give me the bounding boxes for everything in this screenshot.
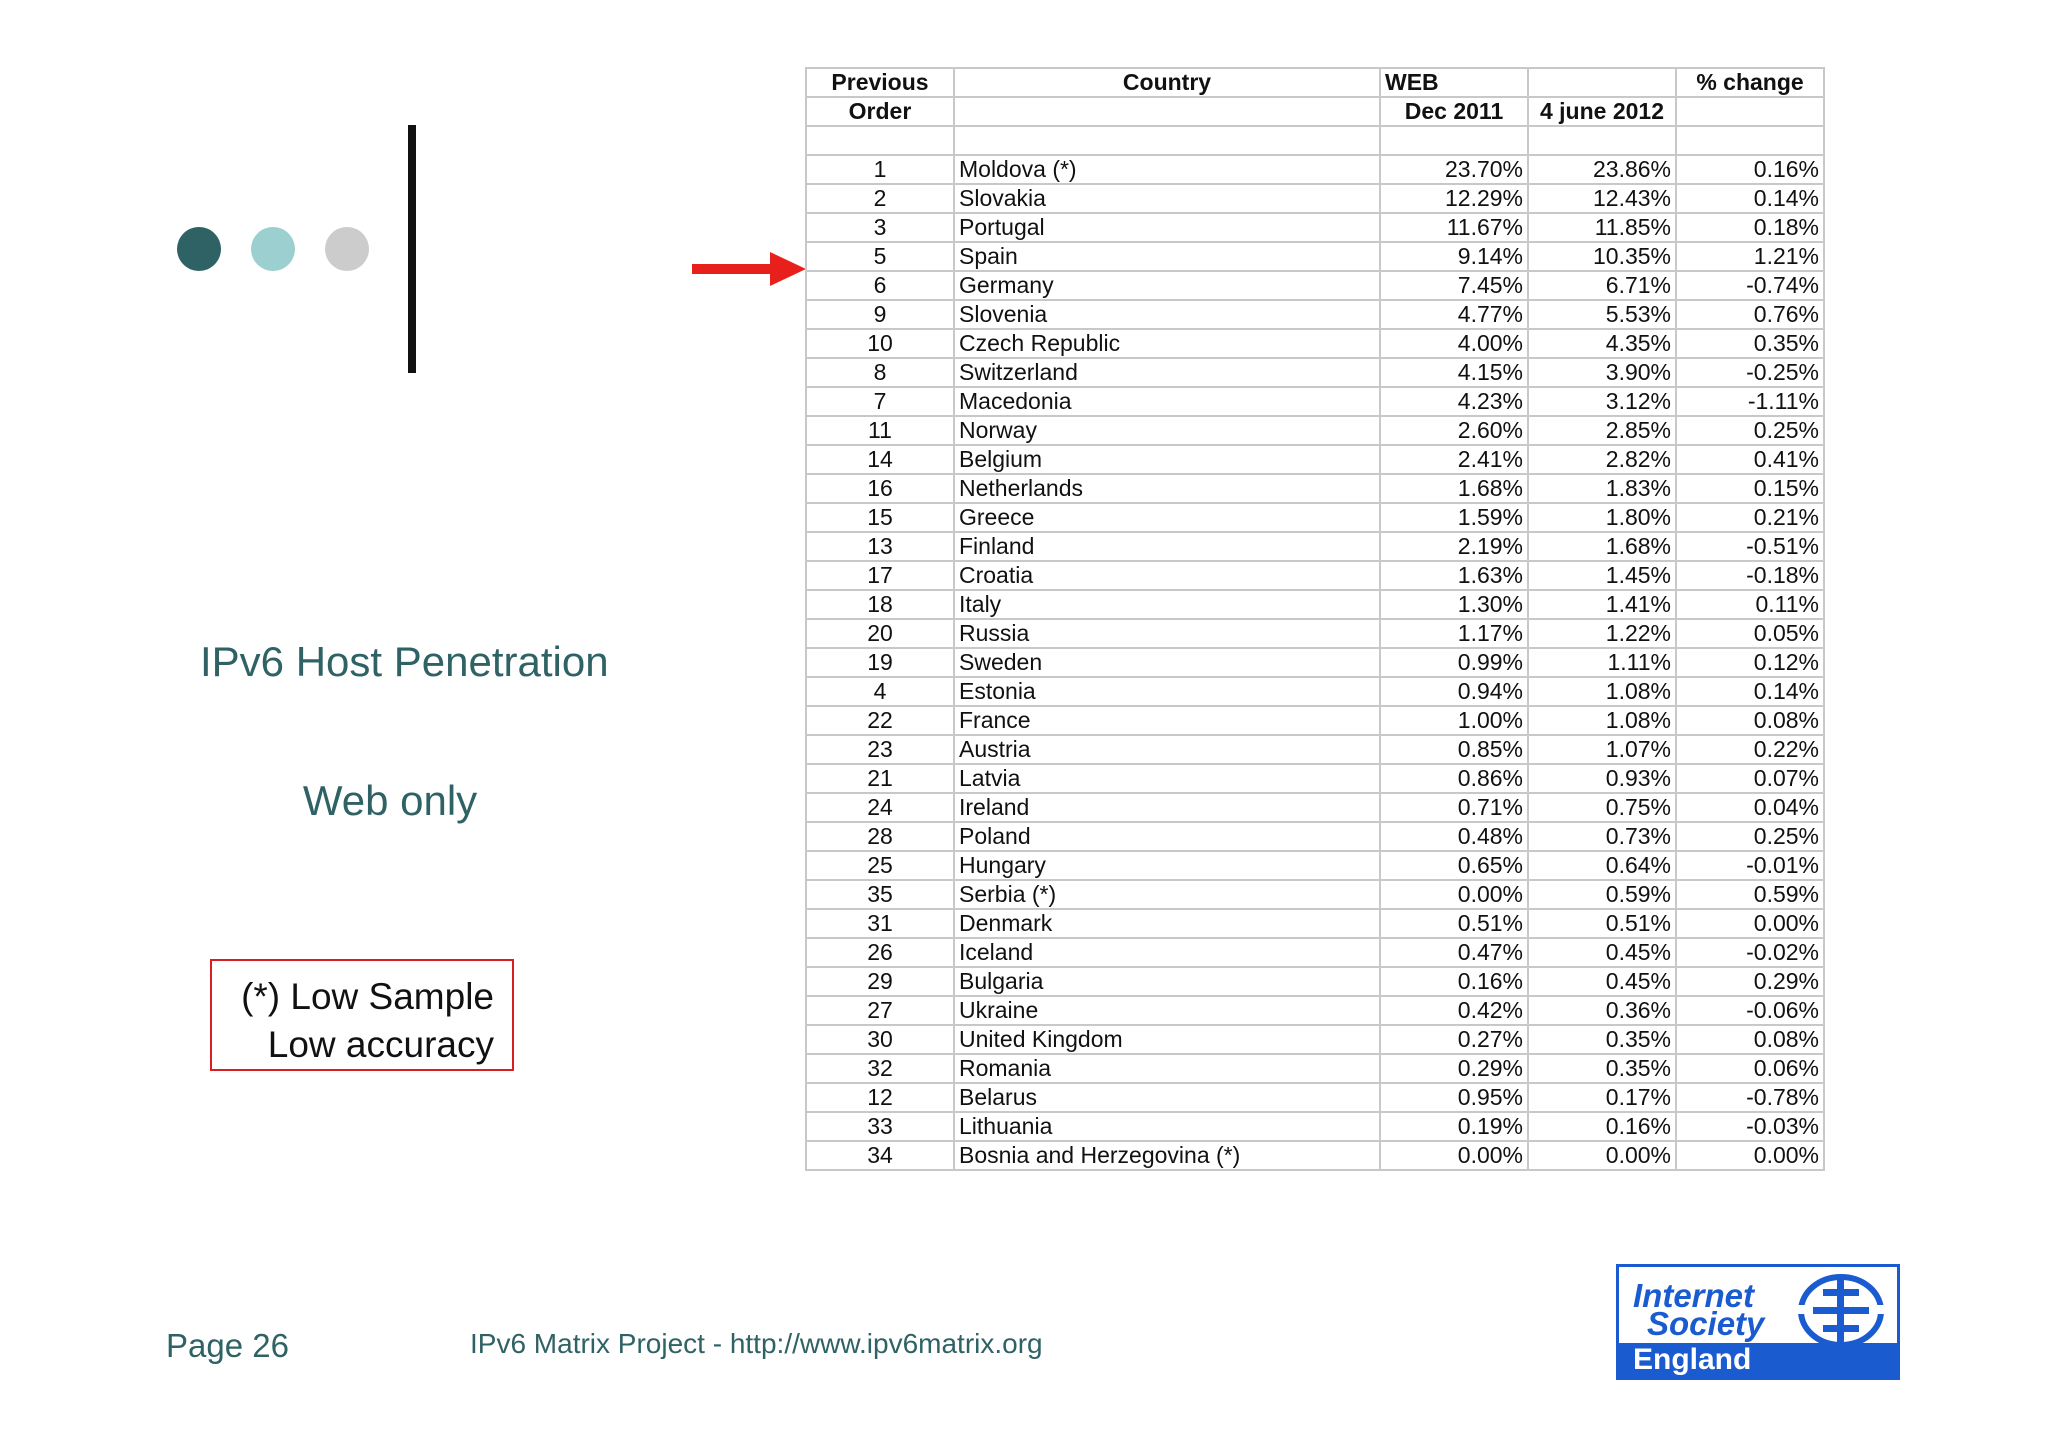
percent-change-cell: 0.14% <box>1676 184 1824 213</box>
web-jun-2012-cell: 0.64% <box>1528 851 1676 880</box>
web-jun-2012-cell: 0.16% <box>1528 1112 1676 1141</box>
internet-society-england-logo <box>1616 1264 1900 1380</box>
table-row <box>806 300 1824 329</box>
country-cell: Greece <box>954 503 1380 532</box>
web-jun-2012-cell: 0.75% <box>1528 793 1676 822</box>
web-dec-2011-cell: 0.00% <box>1380 1141 1528 1170</box>
country-cell: Latvia <box>954 764 1380 793</box>
web-dec-2011-cell: 0.86% <box>1380 764 1528 793</box>
previous-order-cell: 32 <box>806 1054 954 1083</box>
web-dec-2011-cell: 0.85% <box>1380 735 1528 764</box>
country-cell: Bosnia and Herzegovina (*) <box>954 1141 1380 1170</box>
previous-order-cell: 22 <box>806 706 954 735</box>
header-cell: 4 june 2012 <box>1528 97 1676 126</box>
percent-change-cell: 0.15% <box>1676 474 1824 503</box>
web-jun-2012-cell: 1.11% <box>1528 648 1676 677</box>
percent-change-cell: 0.07% <box>1676 764 1824 793</box>
country-cell: Romania <box>954 1054 1380 1083</box>
previous-order-cell: 11 <box>806 416 954 445</box>
previous-order-cell: 9 <box>806 300 954 329</box>
table-row <box>806 590 1824 619</box>
country-cell: Moldova (*) <box>954 155 1380 184</box>
web-dec-2011-cell: 2.41% <box>1380 445 1528 474</box>
table-row <box>806 387 1824 416</box>
web-jun-2012-cell: 1.41% <box>1528 590 1676 619</box>
web-jun-2012-cell: 3.90% <box>1528 358 1676 387</box>
country-cell: Switzerland <box>954 358 1380 387</box>
previous-order-cell: 1 <box>806 155 954 184</box>
web-dec-2011-cell: 0.95% <box>1380 1083 1528 1112</box>
web-dec-2011-cell: 0.71% <box>1380 793 1528 822</box>
note-line-2: Low accuracy <box>267 1024 494 1065</box>
percent-change-cell: 0.00% <box>1676 909 1824 938</box>
country-cell: Austria <box>954 735 1380 764</box>
web-jun-2012-cell: 0.00% <box>1528 1141 1676 1170</box>
percent-change-cell: 0.12% <box>1676 648 1824 677</box>
percent-change-cell: -0.74% <box>1676 271 1824 300</box>
percent-change-cell: 0.35% <box>1676 329 1824 358</box>
web-dec-2011-cell: 0.47% <box>1380 938 1528 967</box>
web-jun-2012-cell: 0.45% <box>1528 967 1676 996</box>
header-cell: Dec 2011 <box>1380 97 1528 126</box>
previous-order-cell: 12 <box>806 1083 954 1112</box>
web-jun-2012-cell: 23.86% <box>1528 155 1676 184</box>
country-cell: Netherlands <box>954 474 1380 503</box>
previous-order-cell: 20 <box>806 619 954 648</box>
vertical-divider <box>408 125 416 373</box>
percent-change-cell: -0.18% <box>1676 561 1824 590</box>
percent-change-cell: -0.03% <box>1676 1112 1824 1141</box>
web-jun-2012-cell: 1.08% <box>1528 677 1676 706</box>
web-jun-2012-cell: 1.80% <box>1528 503 1676 532</box>
country-cell: Denmark <box>954 909 1380 938</box>
previous-order-cell: 10 <box>806 329 954 358</box>
percent-change-cell: 0.04% <box>1676 793 1824 822</box>
percent-change-cell: -0.06% <box>1676 996 1824 1025</box>
country-cell: United Kingdom <box>954 1025 1380 1054</box>
previous-order-cell: 26 <box>806 938 954 967</box>
country-cell: Slovenia <box>954 300 1380 329</box>
table-row <box>806 503 1824 532</box>
web-jun-2012-cell: 2.82% <box>1528 445 1676 474</box>
percent-change-cell: 0.05% <box>1676 619 1824 648</box>
country-cell: Poland <box>954 822 1380 851</box>
web-jun-2012-cell: 1.22% <box>1528 619 1676 648</box>
web-jun-2012-cell: 0.93% <box>1528 764 1676 793</box>
country-cell: Iceland <box>954 938 1380 967</box>
header-cell <box>954 97 1380 126</box>
web-dec-2011-cell: 0.51% <box>1380 909 1528 938</box>
table-row <box>806 329 1824 358</box>
web-dec-2011-cell: 11.67% <box>1380 213 1528 242</box>
table-row <box>806 967 1824 996</box>
header-cell: Previous <box>806 68 954 97</box>
project-footer: IPv6 Matrix Project - http://www.ipv6matrix.org <box>470 1328 1043 1359</box>
ipv6-penetration-table <box>805 67 1825 1171</box>
table-row <box>806 474 1824 503</box>
previous-order-cell: 6 <box>806 271 954 300</box>
percent-change-cell: -0.51% <box>1676 532 1824 561</box>
percent-change-cell: -0.01% <box>1676 851 1824 880</box>
percent-change-cell: 0.00% <box>1676 1141 1824 1170</box>
percent-change-cell: 0.18% <box>1676 213 1824 242</box>
web-dec-2011-cell: 4.77% <box>1380 300 1528 329</box>
logo-line-2: Society <box>1647 1305 1765 1342</box>
header-cell <box>1528 68 1676 97</box>
previous-order-cell: 15 <box>806 503 954 532</box>
note-line-1: (*) Low Sample <box>241 976 494 1017</box>
web-jun-2012-cell: 0.45% <box>1528 938 1676 967</box>
header-cell <box>1676 97 1824 126</box>
previous-order-cell: 5 <box>806 242 954 271</box>
web-jun-2012-cell: 0.35% <box>1528 1054 1676 1083</box>
spacer-cell <box>1528 126 1676 155</box>
percent-change-cell: 0.59% <box>1676 880 1824 909</box>
web-dec-2011-cell: 0.16% <box>1380 967 1528 996</box>
header-row-2 <box>806 97 1824 126</box>
logo-line-1: Internet <box>1633 1277 1755 1314</box>
previous-order-cell: 7 <box>806 387 954 416</box>
table-row <box>806 271 1824 300</box>
web-dec-2011-cell: 0.00% <box>1380 880 1528 909</box>
previous-order-cell: 34 <box>806 1141 954 1170</box>
web-jun-2012-cell: 0.51% <box>1528 909 1676 938</box>
web-dec-2011-cell: 23.70% <box>1380 155 1528 184</box>
header-cell: Order <box>806 97 954 126</box>
web-jun-2012-cell: 0.36% <box>1528 996 1676 1025</box>
previous-order-cell: 30 <box>806 1025 954 1054</box>
percent-change-cell: 0.16% <box>1676 155 1824 184</box>
percent-change-cell: 0.11% <box>1676 590 1824 619</box>
spacer-row <box>806 126 1824 155</box>
country-cell: Macedonia <box>954 387 1380 416</box>
previous-order-cell: 25 <box>806 851 954 880</box>
table-row <box>806 1083 1824 1112</box>
percent-change-cell: 0.25% <box>1676 822 1824 851</box>
country-cell: Croatia <box>954 561 1380 590</box>
percent-change-cell: 0.08% <box>1676 706 1824 735</box>
country-cell: Italy <box>954 590 1380 619</box>
header-row-1 <box>806 68 1824 97</box>
previous-order-cell: 16 <box>806 474 954 503</box>
country-cell: Ireland <box>954 793 1380 822</box>
country-cell: Lithuania <box>954 1112 1380 1141</box>
country-cell: Norway <box>954 416 1380 445</box>
spacer-cell <box>1676 126 1824 155</box>
web-dec-2011-cell: 1.63% <box>1380 561 1528 590</box>
country-cell: Sweden <box>954 648 1380 677</box>
web-jun-2012-cell: 10.35% <box>1528 242 1676 271</box>
previous-order-cell: 28 <box>806 822 954 851</box>
web-dec-2011-cell: 0.19% <box>1380 1112 1528 1141</box>
percent-change-cell: 0.29% <box>1676 967 1824 996</box>
web-dec-2011-cell: 0.42% <box>1380 996 1528 1025</box>
web-dec-2011-cell: 2.60% <box>1380 416 1528 445</box>
header-cell: % change <box>1676 68 1824 97</box>
web-dec-2011-cell: 1.30% <box>1380 590 1528 619</box>
table-row <box>806 793 1824 822</box>
percent-change-cell: 0.08% <box>1676 1025 1824 1054</box>
table-row <box>806 764 1824 793</box>
web-dec-2011-cell: 1.00% <box>1380 706 1528 735</box>
table-row <box>806 1054 1824 1083</box>
web-jun-2012-cell: 2.85% <box>1528 416 1676 445</box>
web-dec-2011-cell: 1.17% <box>1380 619 1528 648</box>
spacer-cell <box>954 126 1380 155</box>
previous-order-cell: 21 <box>806 764 954 793</box>
web-dec-2011-cell: 0.65% <box>1380 851 1528 880</box>
header-cell: WEB <box>1380 68 1528 97</box>
table-row <box>806 996 1824 1025</box>
red-arrow-icon <box>692 252 806 286</box>
table-row <box>806 938 1824 967</box>
table-row <box>806 706 1824 735</box>
page-number: Page 26 <box>166 1327 289 1364</box>
table-row <box>806 735 1824 764</box>
previous-order-cell: 13 <box>806 532 954 561</box>
previous-order-cell: 3 <box>806 213 954 242</box>
previous-order-cell: 35 <box>806 880 954 909</box>
web-jun-2012-cell: 0.17% <box>1528 1083 1676 1112</box>
table-row <box>806 1141 1824 1170</box>
percent-change-cell: -1.11% <box>1676 387 1824 416</box>
table-row <box>806 1025 1824 1054</box>
header-cell: Country <box>954 68 1380 97</box>
table-row <box>806 909 1824 938</box>
web-dec-2011-cell: 0.94% <box>1380 677 1528 706</box>
country-cell: Belgium <box>954 445 1380 474</box>
web-dec-2011-cell: 1.59% <box>1380 503 1528 532</box>
country-cell: France <box>954 706 1380 735</box>
country-cell: Slovakia <box>954 184 1380 213</box>
country-cell: Russia <box>954 619 1380 648</box>
previous-order-cell: 17 <box>806 561 954 590</box>
web-dec-2011-cell: 0.99% <box>1380 648 1528 677</box>
percent-change-cell: 0.22% <box>1676 735 1824 764</box>
table-row <box>806 1112 1824 1141</box>
web-dec-2011-cell: 7.45% <box>1380 271 1528 300</box>
web-jun-2012-cell: 12.43% <box>1528 184 1676 213</box>
spacer-cell <box>1380 126 1528 155</box>
web-jun-2012-cell: 1.68% <box>1528 532 1676 561</box>
percent-change-cell: -0.02% <box>1676 938 1824 967</box>
previous-order-cell: 33 <box>806 1112 954 1141</box>
previous-order-cell: 31 <box>806 909 954 938</box>
logo-line-3: England <box>1633 1343 1752 1376</box>
percent-change-cell: 0.21% <box>1676 503 1824 532</box>
country-cell: Germany <box>954 271 1380 300</box>
web-dec-2011-cell: 12.29% <box>1380 184 1528 213</box>
previous-order-cell: 14 <box>806 445 954 474</box>
bullet-dot-dark <box>177 227 221 271</box>
table-row <box>806 532 1824 561</box>
previous-order-cell: 4 <box>806 677 954 706</box>
web-jun-2012-cell: 0.59% <box>1528 880 1676 909</box>
previous-order-cell: 8 <box>806 358 954 387</box>
web-jun-2012-cell: 1.45% <box>1528 561 1676 590</box>
slide-subtitle: Web only <box>302 777 478 824</box>
table-row <box>806 880 1824 909</box>
globe-icon <box>1793 1271 1889 1351</box>
table-row <box>806 851 1824 880</box>
web-dec-2011-cell: 2.19% <box>1380 532 1528 561</box>
slide-title: IPv6 Host Penetration <box>200 638 609 685</box>
previous-order-cell: 27 <box>806 996 954 1025</box>
table-row <box>806 677 1824 706</box>
table-row <box>806 242 1824 271</box>
web-jun-2012-cell: 0.35% <box>1528 1025 1676 1054</box>
bullet-dot-light <box>251 227 295 271</box>
previous-order-cell: 23 <box>806 735 954 764</box>
web-dec-2011-cell: 4.00% <box>1380 329 1528 358</box>
table-row <box>806 213 1824 242</box>
table-row <box>806 184 1824 213</box>
spacer-cell <box>806 126 954 155</box>
table-row <box>806 561 1824 590</box>
low-sample-note <box>210 959 514 1071</box>
previous-order-cell: 19 <box>806 648 954 677</box>
web-jun-2012-cell: 0.73% <box>1528 822 1676 851</box>
web-jun-2012-cell: 1.83% <box>1528 474 1676 503</box>
table-row <box>806 445 1824 474</box>
web-jun-2012-cell: 6.71% <box>1528 271 1676 300</box>
country-cell: Bulgaria <box>954 967 1380 996</box>
bullet-dot-gray <box>325 227 369 271</box>
web-dec-2011-cell: 0.27% <box>1380 1025 1528 1054</box>
table-row <box>806 619 1824 648</box>
web-dec-2011-cell: 9.14% <box>1380 242 1528 271</box>
table-row <box>806 416 1824 445</box>
table-row <box>806 155 1824 184</box>
table-row <box>806 648 1824 677</box>
previous-order-cell: 18 <box>806 590 954 619</box>
country-cell: Hungary <box>954 851 1380 880</box>
percent-change-cell: 0.76% <box>1676 300 1824 329</box>
percent-change-cell: -0.78% <box>1676 1083 1824 1112</box>
country-cell: Portugal <box>954 213 1380 242</box>
web-jun-2012-cell: 11.85% <box>1528 213 1676 242</box>
web-dec-2011-cell: 0.48% <box>1380 822 1528 851</box>
percent-change-cell: 0.06% <box>1676 1054 1824 1083</box>
web-jun-2012-cell: 4.35% <box>1528 329 1676 358</box>
web-dec-2011-cell: 4.15% <box>1380 358 1528 387</box>
percent-change-cell: 1.21% <box>1676 242 1824 271</box>
web-jun-2012-cell: 1.08% <box>1528 706 1676 735</box>
country-cell: Finland <box>954 532 1380 561</box>
web-dec-2011-cell: 4.23% <box>1380 387 1528 416</box>
country-cell: Belarus <box>954 1083 1380 1112</box>
web-jun-2012-cell: 5.53% <box>1528 300 1676 329</box>
previous-order-cell: 24 <box>806 793 954 822</box>
country-cell: Ukraine <box>954 996 1380 1025</box>
country-cell: Czech Republic <box>954 329 1380 358</box>
web-jun-2012-cell: 3.12% <box>1528 387 1676 416</box>
previous-order-cell: 2 <box>806 184 954 213</box>
country-cell: Estonia <box>954 677 1380 706</box>
percent-change-cell: -0.25% <box>1676 358 1824 387</box>
percent-change-cell: 0.25% <box>1676 416 1824 445</box>
web-dec-2011-cell: 0.29% <box>1380 1054 1528 1083</box>
percent-change-cell: 0.14% <box>1676 677 1824 706</box>
country-cell: Serbia (*) <box>954 880 1380 909</box>
previous-order-cell: 29 <box>806 967 954 996</box>
web-dec-2011-cell: 1.68% <box>1380 474 1528 503</box>
table-row <box>806 358 1824 387</box>
percent-change-cell: 0.41% <box>1676 445 1824 474</box>
country-cell: Spain <box>954 242 1380 271</box>
table-row <box>806 822 1824 851</box>
web-jun-2012-cell: 1.07% <box>1528 735 1676 764</box>
